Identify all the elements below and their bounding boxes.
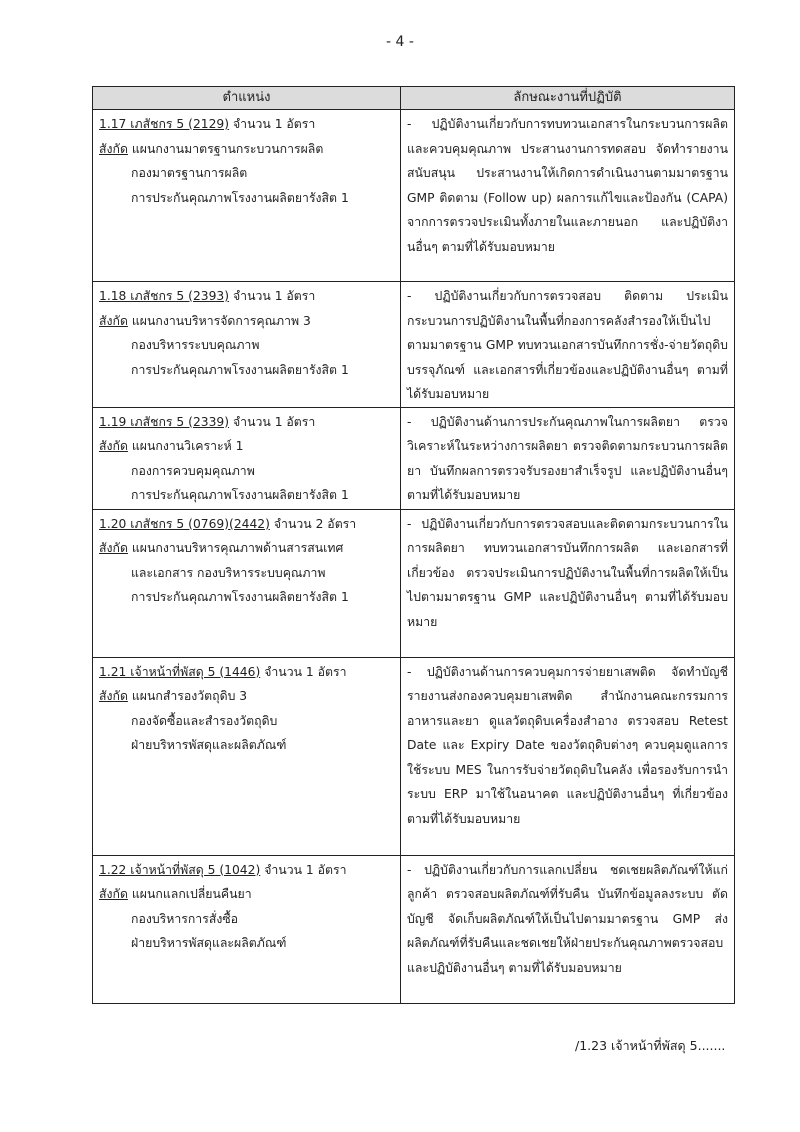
description-cell: - ปฏิบัติงานเกี่ยวกับการทบทวนเอกสารในกระบวนการผลิตและควบคุมคุณภาพ ประสานงานการทดสอบ จัดทำรายงาน สนับสนุน ประสานงานให้เกิดการดำเนินงานตามมาตรฐาน GMP ติดตาม (Follow up) ผลการแก้ไขและป้องกัน (CAPA) จากการตรวจประเมินทั้งภายในและภายนอก และปฏิบัติงานอื่นๆ ตามที่ได้รับมอบหมาย	[401, 110, 735, 282]
continuation-reference: /1.23 เจ้าหน้าที่พัสดุ 5.......	[575, 1038, 726, 1053]
position-quota: จำนวน 1 อัตรา	[264, 664, 347, 679]
position-cell	[93, 657, 401, 855]
position-title: 1.22 เจ้าหน้าที่พัสดุ 5 (1042)	[99, 862, 261, 877]
unit: แผนกสำรองวัตถุดิบ 3	[131, 689, 248, 703]
position-cell	[93, 110, 401, 282]
description-cell: - ปฏิบัติงานเกี่ยวกับการแลกเปลี่ยน ชดเชยผลิตภัณฑ์ให้แก่ลูกค้า ตรวจสอบผลิตภัณฑ์ที่รับคืน บันทึกข้อมูลลงระบบ ตัดบัญชี จัดเก็บผลิตภัณฑ์ให้เป็นไปตามมาตรฐาน GMP ส่งผลิตภัณฑ์ที่รับคืนและชดเชยให้ฝ่ายประกันคุณภาพตรวจสอบ และปฏิบัติงานอื่นๆ ตามที่ได้รับมอบหมาย	[401, 855, 735, 1003]
position-quota: จำนวน 1 อัตรา	[232, 117, 316, 131]
page-number: - 4 -	[386, 34, 414, 50]
table-row	[93, 110, 735, 282]
position-quota: จำนวน 1 อัตรา	[232, 414, 316, 429]
affiliation-label: สังกัด	[99, 439, 128, 453]
affiliation-label: สังกัด	[99, 887, 128, 901]
description-cell: - ปฏิบัติงานด้านการประกันคุณภาพในการผลิตยา ตรวจวิเคราะห์ในระหว่างการผลิตยา ตรวจติดตามกระบวนการผลิตยา บันทึกผลการตรวจรับรองยาสำเร็จรูป และปฏิบัติงานอื่นๆ ตามที่ได้รับมอบหมาย	[401, 407, 735, 509]
position-title: 1.21 เจ้าหน้าที่พัสดุ 5 (1446)	[99, 664, 261, 679]
position-cell	[93, 282, 401, 408]
position-cell	[93, 407, 401, 509]
department: การประกันคุณภาพโรงงานผลิตยารังสิต 1	[131, 190, 349, 205]
division: กองบริหารระบบคุณภาพ	[131, 338, 260, 352]
position-title: 1.17 เภสัชกร 5 (2129)	[99, 117, 230, 131]
table-header-row	[93, 87, 735, 110]
unit: แผนกงานบริหารคุณภาพด้านสารสนเทศ	[131, 541, 344, 555]
position-title: 1.20 เภสัชกร 5 (0769)(2442)	[99, 516, 270, 531]
department: ฝ่ายบริหารพัสดุและผลิตภัณฑ์	[131, 738, 287, 752]
job-positions-table	[92, 86, 735, 1004]
header-position: ตำแหน่ง	[93, 87, 401, 110]
table-row	[93, 407, 735, 509]
affiliation-label: สังกัด	[99, 141, 128, 156]
affiliation-label: สังกัด	[99, 541, 128, 555]
table-row	[93, 509, 735, 657]
division: และเอกสาร กองบริหารระบบคุณภาพ	[131, 565, 326, 580]
department: ฝ่ายบริหารพัสดุและผลิตภัณฑ์	[131, 936, 287, 950]
position-title: 1.18 เภสัชกร 5 (2393)	[99, 289, 230, 303]
division: กองมาตรฐานการผลิต	[131, 166, 248, 180]
position-quota: จำนวน 1 อัตรา	[232, 289, 316, 303]
header-job-description: ลักษณะงานที่ปฏิบัติ	[401, 87, 735, 110]
division: กองจัดซื้อและสำรองวัตถุดิบ	[131, 713, 278, 728]
division: กองบริหารการสั่งซื้อ	[131, 911, 239, 926]
position-title: 1.19 เภสัชกร 5 (2339)	[99, 414, 230, 429]
position-quota: จำนวน 1 อัตรา	[264, 862, 347, 877]
unit: แผนกงานวิเคราะห์ 1	[131, 439, 244, 453]
description-cell: - ปฏิบัติงานเกี่ยวกับการตรวจสอบ ติดตาม ประเมินกระบวนการปฏิบัติงานในพื้นที่กองการคลังสำรองให้เป็นไปตามมาตรฐาน GMP ทบทวนเอกสารบันทึกการชั่ง-จ่ายวัตถุดิบ บรรจุภัณฑ์ และเอกสารที่เกี่ยวข้องและปฏิบัติงานอื่นๆ ตามที่ได้รับมอบหมาย	[401, 282, 735, 408]
unit: แผนกงานมาตรฐานกระบวนการผลิต	[131, 141, 324, 156]
position-cell	[93, 509, 401, 657]
department: การประกันคุณภาพโรงงานผลิตยารังสิต 1	[131, 590, 349, 604]
table-row	[93, 282, 735, 408]
unit: แผนกงานบริหารจัดการคุณภาพ 3	[131, 313, 311, 328]
division: กองการควบคุมคุณภาพ	[131, 463, 255, 478]
affiliation-label: สังกัด	[99, 313, 128, 328]
department: การประกันคุณภาพโรงงานผลิตยารังสิต 1	[131, 488, 349, 502]
department: การประกันคุณภาพโรงงานผลิตยารังสิต 1	[131, 362, 349, 377]
description-cell: - ปฏิบัติงานด้านการควบคุมการจ่ายยาเสพติด จัดทำบัญชีรายงานส่งกองควบคุมยาเสพติด สำนักงานคณะกรรมการอาหารและยา ดูแลวัตถุดิบเครื่องสำอาง ตรวจสอบ Retest Date และ Expiry Date ของวัตถุดิบต่างๆ ควบคุมดูแลการใช้ระบบ MES ในการรับจ่ายวัตถุดิบในคลัง เพื่อรองรับการนำระบบ ERP มาใช้ในอนาคต และปฏิบัติงานอื่นๆ ที่เกี่ยวข้องตามที่ได้รับมอบหมาย	[401, 657, 735, 855]
table-row	[93, 657, 735, 855]
position-cell	[93, 855, 401, 1003]
affiliation-label: สังกัด	[99, 689, 128, 703]
unit: แผนกแลกเปลี่ยนคืนยา	[131, 887, 252, 901]
description-cell: - ปฏิบัติงานเกี่ยวกับการตรวจสอบและติดตามกระบวนการในการผลิตยา ทบทวนเอกสารบันทึกการผลิต และเอกสารที่เกี่ยวข้อง ตรวจประเมินการปฏิบัติงานในพื้นที่การผลิตให้เป็นไปตามมาตรฐาน GMP และปฏิบัติงานอื่นๆ ตามที่ได้รับมอบหมาย	[401, 509, 735, 657]
table-row	[93, 855, 735, 1003]
position-quota: จำนวน 2 อัตรา	[273, 516, 357, 531]
